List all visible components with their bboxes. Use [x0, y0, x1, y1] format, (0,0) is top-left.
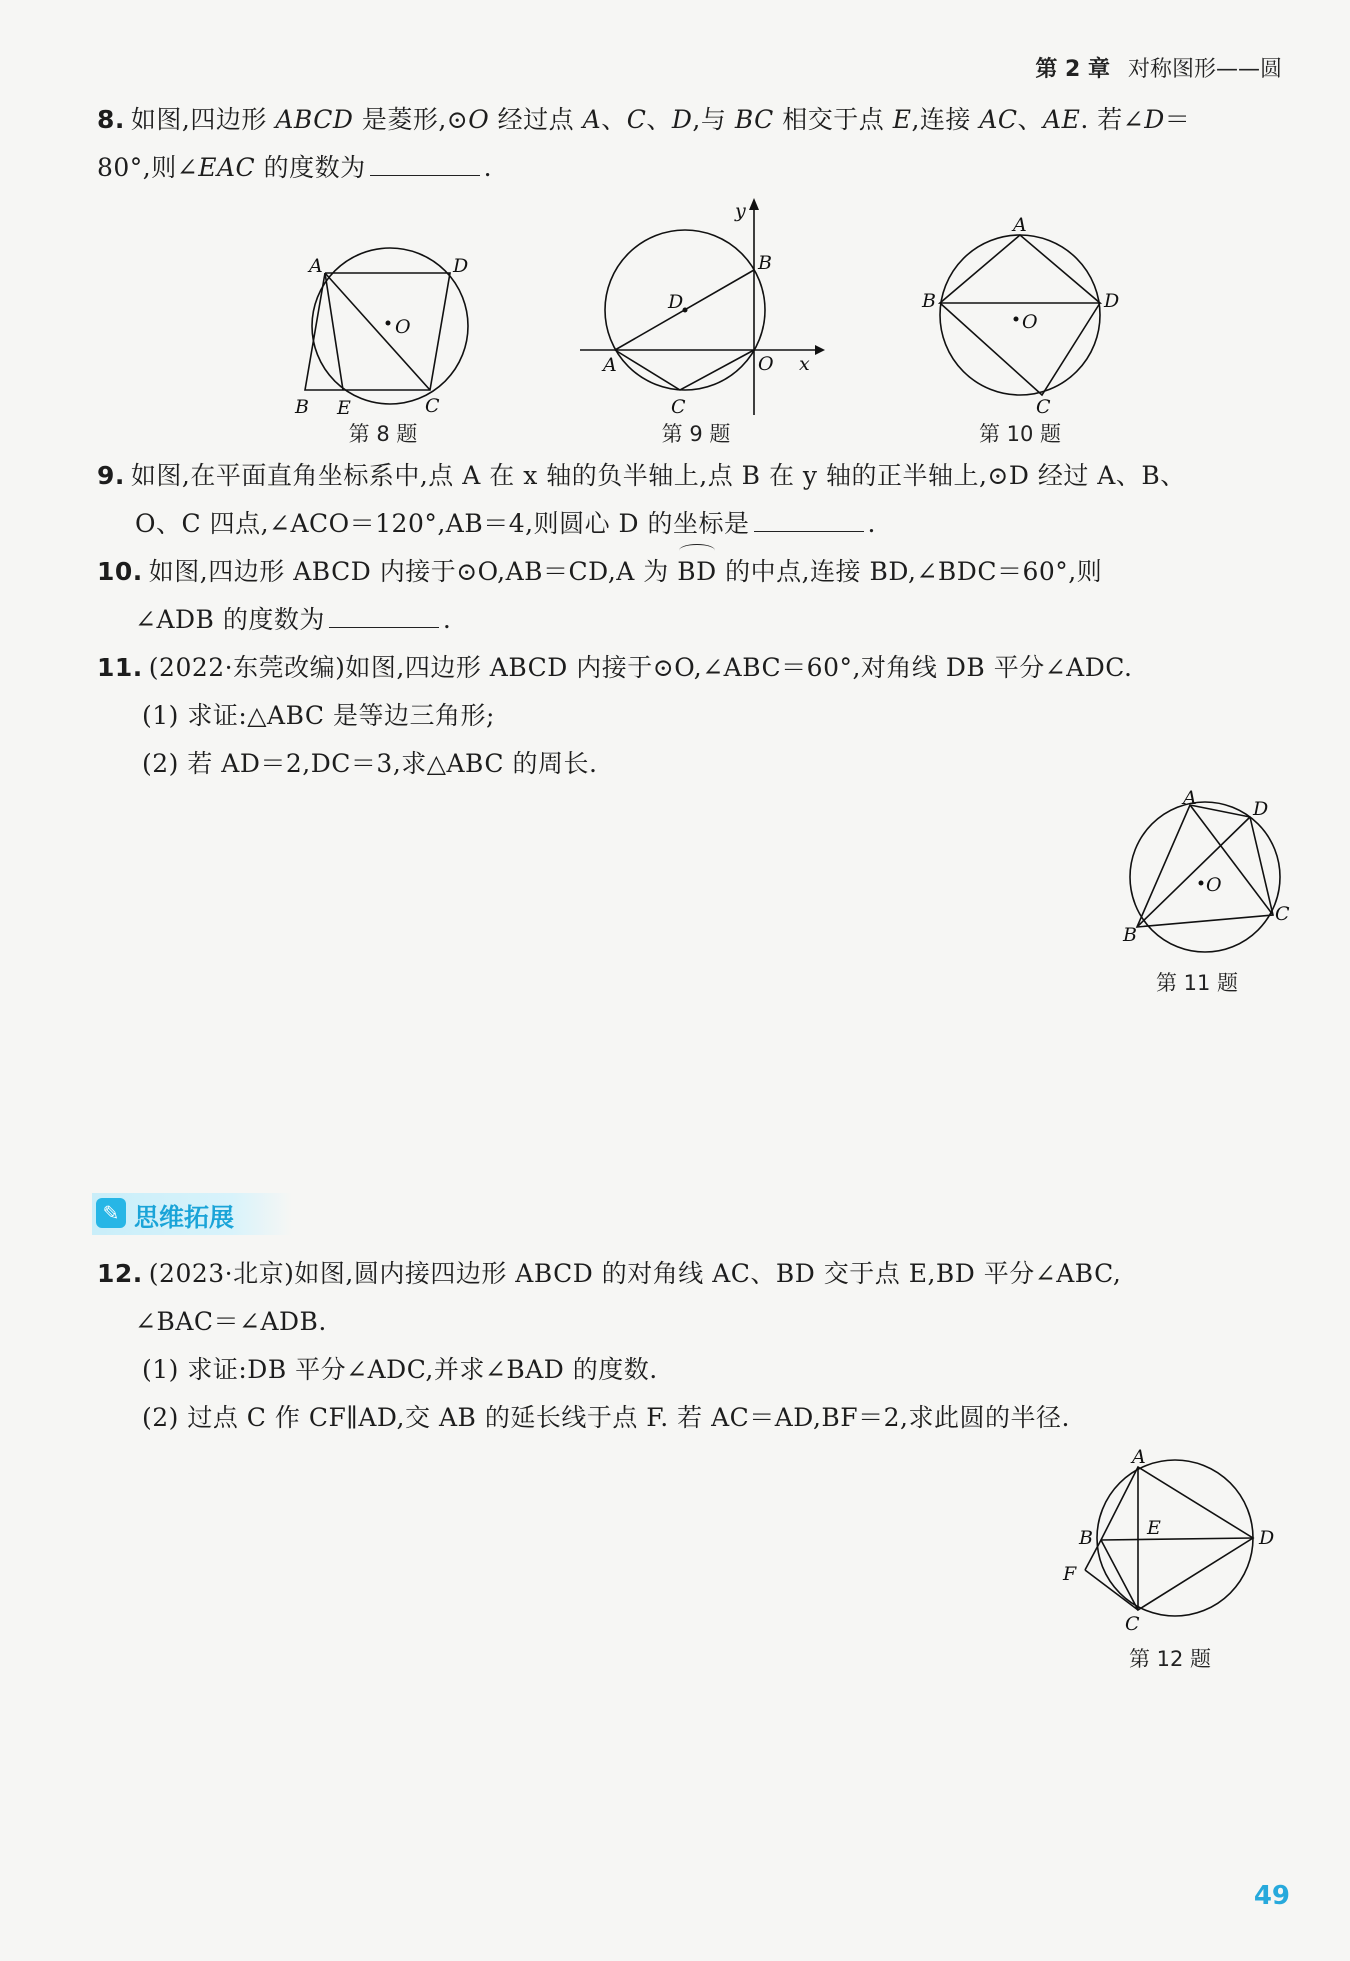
- q10-line2: [97, 596, 1287, 644]
- q11-part2: (2) 若 AD＝2,DC＝3,求△ABC 的周长.: [142, 749, 598, 778]
- pencil-icon: ✎: [96, 1198, 126, 1228]
- section-title: 思维拓展: [134, 1203, 235, 1232]
- q9-line2-text: O、C 四点,∠ACO＝120°,AB＝4,则圆心 D 的坐标是: [135, 509, 750, 538]
- q8-number: 8.: [97, 105, 125, 134]
- q12-part1: (1) 求证:DB 平分∠ADC,并求∠BAD 的度数.: [142, 1355, 658, 1384]
- label-o: O: [1022, 311, 1038, 333]
- label-y: y: [735, 200, 746, 222]
- label-b: B: [1123, 924, 1137, 946]
- label-a: A: [1132, 1446, 1146, 1468]
- segment-bd: [1101, 1538, 1253, 1540]
- q11-part1: (1) 求证:△ABC 是等边三角形;: [142, 701, 495, 730]
- q9-period: .: [867, 509, 876, 538]
- q8-t: BC: [734, 105, 774, 134]
- answer-blank[interactable]: [370, 147, 480, 176]
- q8-t: ,连接: [911, 105, 980, 134]
- center-point: [1199, 881, 1204, 886]
- segments-bcd: [940, 303, 1100, 395]
- triangle-abd: [940, 235, 1100, 303]
- label-d: D: [1104, 290, 1120, 312]
- figure-8: [285, 238, 505, 423]
- figure-11: [1115, 787, 1290, 955]
- label-f: F: [1063, 1563, 1077, 1585]
- segment-cf: [1085, 1570, 1138, 1610]
- question-11: [97, 644, 1287, 788]
- q8-t: AE: [1043, 105, 1081, 134]
- q9-number: 9.: [97, 461, 125, 490]
- label-d: D: [453, 255, 469, 277]
- chapter-label: 第 2 章: [1035, 57, 1110, 82]
- caption-fig12: 第 12 题: [1128, 1647, 1212, 1671]
- label-b: B: [1079, 1527, 1093, 1549]
- q10-text: ∠ADB 的度数为: [135, 605, 325, 634]
- section-header: [92, 1193, 292, 1235]
- q9-line2: [97, 500, 1287, 548]
- q8-t: .: [483, 153, 493, 182]
- q8-t: 、: [1017, 105, 1044, 134]
- q8-t: O: [468, 105, 490, 134]
- caption-fig10: 第 10 题: [978, 422, 1062, 446]
- question-9: [97, 452, 1287, 548]
- q8-t: 的度数为: [255, 153, 366, 182]
- q8-t: 是菱形,⊙: [353, 105, 469, 134]
- center-point: [1014, 317, 1019, 322]
- q8-t: ＝: [1164, 105, 1191, 134]
- q8-t: 经过点: [489, 105, 583, 134]
- label-a: A: [1183, 787, 1197, 809]
- q10-period: .: [442, 605, 452, 634]
- segment-bd: [1137, 817, 1250, 927]
- x-axis-arrow: [815, 345, 825, 355]
- label-c: C: [1275, 903, 1290, 925]
- q10-text: 的中点,连接 BD,∠BDC＝60°,则: [716, 557, 1103, 586]
- label-b: B: [295, 396, 309, 418]
- q11-line1: [97, 644, 1287, 692]
- running-header: [1035, 52, 1282, 83]
- label-x: x: [799, 353, 810, 375]
- q10-line1: [97, 548, 1287, 596]
- arc-bd: BD: [677, 548, 716, 596]
- q8-line1: [97, 96, 1287, 144]
- q12-part2: (2) 过点 C 作 CF∥AD,交 AB 的延长线于点 F. 若 AC＝AD,BF＝2,求此圆的半径.: [142, 1403, 1070, 1432]
- label-c: C: [425, 395, 440, 417]
- q12-number: 12.: [97, 1259, 143, 1288]
- segments-aco: [615, 350, 754, 390]
- q8-t: C: [626, 105, 647, 134]
- circle-o: [312, 248, 468, 404]
- q9-line1-text: 如图,在平面直角坐标系中,点 A 在 x 轴的负半轴上,点 B 在 y 轴的正半轴上,⊙D 经过 A、B、: [130, 461, 1186, 490]
- figure-12: [1055, 1446, 1280, 1635]
- q8-t: ,与: [692, 105, 735, 134]
- question-12: [97, 1250, 1287, 1442]
- question-8: [97, 96, 1287, 192]
- q8-t: 80°,则∠: [97, 153, 199, 182]
- q8-t: D: [1144, 105, 1165, 134]
- q8-line2: [97, 144, 1287, 192]
- label-o: O: [1206, 874, 1222, 896]
- q8-t: 、: [646, 105, 672, 134]
- circle-o: [940, 235, 1100, 395]
- label-o: O: [395, 316, 411, 338]
- answer-blank[interactable]: [329, 599, 439, 628]
- q8-t: 如图,四边形: [130, 105, 276, 134]
- label-b: B: [922, 290, 936, 312]
- label-c: C: [671, 396, 686, 418]
- label-a: A: [603, 354, 617, 376]
- q12-line1: [97, 1250, 1287, 1298]
- label-c: C: [1125, 1613, 1140, 1635]
- label-a: A: [309, 255, 323, 277]
- y-axis-arrow: [749, 198, 759, 210]
- q8-t: EAC: [198, 153, 256, 182]
- q12-line2: ∠BAC＝∠ADB.: [135, 1307, 327, 1336]
- label-d: D: [668, 291, 684, 313]
- q8-t: 相交于点: [773, 105, 893, 134]
- q8-t: . 若∠: [1080, 105, 1145, 134]
- label-o: O: [758, 353, 774, 375]
- q10-number: 10.: [97, 557, 143, 586]
- label-d: D: [1253, 798, 1269, 820]
- q8-t: D: [671, 105, 693, 134]
- question-10: [97, 548, 1287, 644]
- label-b: B: [758, 252, 772, 274]
- center-point: [386, 321, 391, 326]
- label-e: E: [1147, 1517, 1161, 1539]
- q11-text: (2022·东莞改编)如图,四边形 ABCD 内接于⊙O,∠ABC＝60°,对角线 DB 平分∠ADC.: [148, 653, 1133, 682]
- label-c: C: [1036, 396, 1051, 418]
- q9-line1: [97, 452, 1287, 500]
- q8-t: E: [892, 105, 912, 134]
- figure-9: [575, 195, 825, 420]
- q8-t: AC: [979, 105, 1018, 134]
- caption-fig11: 第 11 题: [1155, 971, 1239, 995]
- label-d: D: [1259, 1527, 1275, 1549]
- label-e: E: [337, 397, 351, 419]
- label-a: A: [1013, 214, 1027, 236]
- chapter-title: 对称图形——圆: [1127, 57, 1282, 82]
- q10-text: 如图,四边形 ABCD 内接于⊙O,AB＝CD,A 为: [148, 557, 678, 586]
- figure-10: [915, 215, 1125, 420]
- q8-t: 、: [601, 105, 627, 134]
- answer-blank[interactable]: [754, 503, 864, 532]
- q8-t: A: [582, 105, 602, 134]
- q11-number: 11.: [97, 653, 143, 682]
- q12-text: (2023·北京)如图,圆内接四边形 ABCD 的对角线 AC、BD 交于点 E,BD 平分∠ABC,: [148, 1259, 1122, 1288]
- caption-fig9: 第 9 题: [661, 422, 731, 446]
- quad-abcd: [1137, 805, 1273, 927]
- caption-fig8: 第 8 题: [348, 422, 418, 446]
- center-d: [683, 308, 688, 313]
- q8-t: ABCD: [275, 105, 354, 134]
- page-number: 49: [1253, 1881, 1290, 1911]
